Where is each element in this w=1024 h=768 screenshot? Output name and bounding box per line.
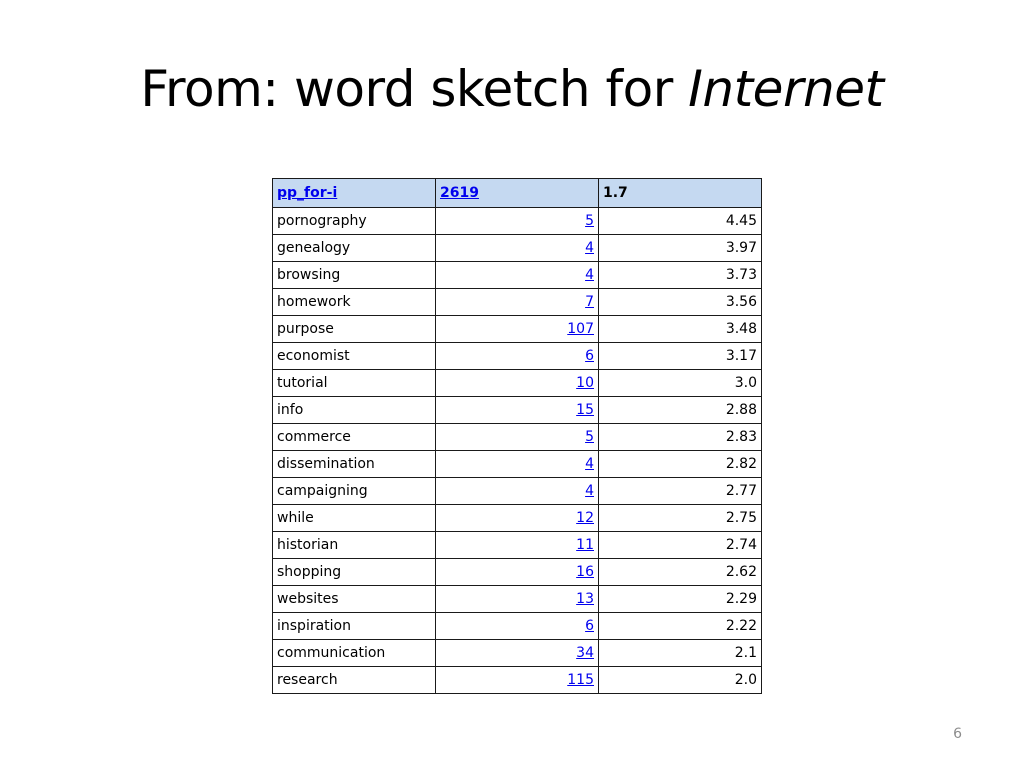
word-cell: historian bbox=[273, 532, 436, 559]
word-cell: research bbox=[273, 667, 436, 694]
table-row bbox=[273, 613, 762, 640]
score-cell: 3.48 bbox=[599, 316, 762, 343]
title-emphasis: Internet bbox=[688, 60, 884, 118]
score-cell: 2.88 bbox=[599, 397, 762, 424]
word-cell: websites bbox=[273, 586, 436, 613]
frequency-link[interactable]: 107 bbox=[567, 321, 594, 337]
frequency-cell bbox=[436, 316, 599, 343]
frequency-link[interactable]: 5 bbox=[585, 429, 594, 445]
score-cell: 2.62 bbox=[599, 559, 762, 586]
word-cell: tutorial bbox=[273, 370, 436, 397]
word-cell: pornography bbox=[273, 208, 436, 235]
table-row bbox=[273, 532, 762, 559]
score-cell: 3.56 bbox=[599, 289, 762, 316]
frequency-cell bbox=[436, 478, 599, 505]
score-cell: 2.82 bbox=[599, 451, 762, 478]
word-cell: communication bbox=[273, 640, 436, 667]
frequency-link[interactable]: 4 bbox=[585, 240, 594, 256]
header-frequency-cell bbox=[436, 179, 599, 208]
frequency-link[interactable]: 115 bbox=[567, 672, 594, 688]
frequency-cell bbox=[436, 559, 599, 586]
table-row bbox=[273, 397, 762, 424]
frequency-link[interactable]: 4 bbox=[585, 267, 594, 283]
score-cell: 3.17 bbox=[599, 343, 762, 370]
table-row bbox=[273, 235, 762, 262]
table-header-row bbox=[273, 179, 762, 208]
word-cell: genealogy bbox=[273, 235, 436, 262]
table-row bbox=[273, 424, 762, 451]
frequency-link[interactable]: 6 bbox=[585, 348, 594, 364]
frequency-cell bbox=[436, 370, 599, 397]
score-cell: 2.1 bbox=[599, 640, 762, 667]
table-body bbox=[273, 208, 762, 694]
score-cell: 2.0 bbox=[599, 667, 762, 694]
score-cell: 2.22 bbox=[599, 613, 762, 640]
table-row bbox=[273, 208, 762, 235]
frequency-link[interactable]: 13 bbox=[576, 591, 594, 607]
table-row bbox=[273, 262, 762, 289]
score-cell: 3.0 bbox=[599, 370, 762, 397]
frequency-cell bbox=[436, 397, 599, 424]
frequency-cell bbox=[436, 235, 599, 262]
frequency-link[interactable]: 7 bbox=[585, 294, 594, 310]
score-cell: 3.73 bbox=[599, 262, 762, 289]
frequency-cell bbox=[436, 451, 599, 478]
frequency-link[interactable]: 4 bbox=[585, 483, 594, 499]
frequency-cell bbox=[436, 586, 599, 613]
frequency-cell bbox=[436, 262, 599, 289]
table-row bbox=[273, 505, 762, 532]
frequency-link[interactable]: 12 bbox=[576, 510, 594, 526]
word-cell: campaigning bbox=[273, 478, 436, 505]
score-cell: 2.83 bbox=[599, 424, 762, 451]
word-cell: purpose bbox=[273, 316, 436, 343]
frequency-cell bbox=[436, 505, 599, 532]
word-cell: while bbox=[273, 505, 436, 532]
frequency-cell bbox=[436, 289, 599, 316]
word-cell: homework bbox=[273, 289, 436, 316]
table-row bbox=[273, 316, 762, 343]
header-relation-cell bbox=[273, 179, 436, 208]
table-row bbox=[273, 343, 762, 370]
frequency-link[interactable]: 4 bbox=[585, 456, 594, 472]
table-row bbox=[273, 478, 762, 505]
score-cell: 2.77 bbox=[599, 478, 762, 505]
word-sketch-table bbox=[272, 178, 762, 694]
frequency-link[interactable]: 5 bbox=[585, 213, 594, 229]
word-cell: info bbox=[273, 397, 436, 424]
score-cell: 2.75 bbox=[599, 505, 762, 532]
frequency-link[interactable]: 11 bbox=[576, 537, 594, 553]
word-cell: shopping bbox=[273, 559, 436, 586]
word-sketch-table-container bbox=[272, 178, 762, 694]
frequency-cell bbox=[436, 532, 599, 559]
frequency-link[interactable]: 15 bbox=[576, 402, 594, 418]
frequency-link[interactable]: 10 bbox=[576, 375, 594, 391]
score-cell: 2.29 bbox=[599, 586, 762, 613]
table-row bbox=[273, 667, 762, 694]
score-cell: 2.74 bbox=[599, 532, 762, 559]
word-cell: economist bbox=[273, 343, 436, 370]
frequency-cell bbox=[436, 424, 599, 451]
page-number: 6 bbox=[953, 726, 962, 742]
frequency-cell bbox=[436, 640, 599, 667]
table-row bbox=[273, 451, 762, 478]
word-cell: browsing bbox=[273, 262, 436, 289]
slide-title bbox=[0, 62, 1024, 117]
word-cell: dissemination bbox=[273, 451, 436, 478]
frequency-cell bbox=[436, 343, 599, 370]
frequency-link[interactable]: 16 bbox=[576, 564, 594, 580]
frequency-cell bbox=[436, 208, 599, 235]
word-cell: inspiration bbox=[273, 613, 436, 640]
frequency-link[interactable]: 6 bbox=[585, 618, 594, 634]
title-prefix: From: word sketch for bbox=[140, 60, 689, 118]
score-cell: 3.97 bbox=[599, 235, 762, 262]
score-cell: 4.45 bbox=[599, 208, 762, 235]
table-row bbox=[273, 370, 762, 397]
frequency-link[interactable]: 34 bbox=[576, 645, 594, 661]
frequency-cell bbox=[436, 667, 599, 694]
table-row bbox=[273, 640, 762, 667]
frequency-cell bbox=[436, 613, 599, 640]
header-score-cell: 1.7 bbox=[599, 179, 762, 208]
header-relation-link[interactable]: pp_for-i bbox=[277, 185, 338, 201]
word-cell: commerce bbox=[273, 424, 436, 451]
table-row bbox=[273, 586, 762, 613]
table-row bbox=[273, 289, 762, 316]
header-frequency-link[interactable]: 2619 bbox=[440, 185, 479, 201]
table-row bbox=[273, 559, 762, 586]
